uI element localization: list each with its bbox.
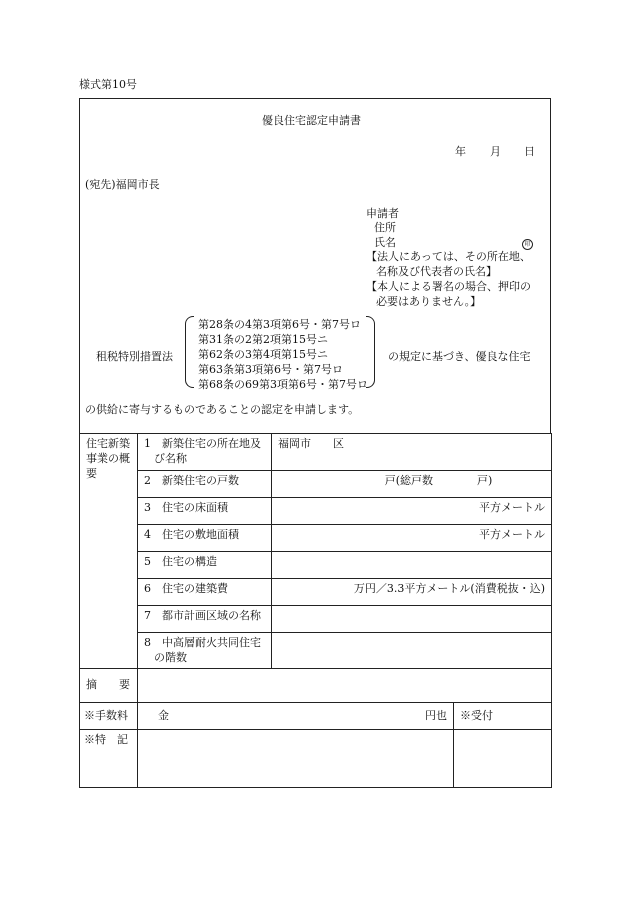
floor-area-value: 平方メートル <box>272 497 552 524</box>
fee-label: ※手数料 <box>80 703 138 730</box>
table-row <box>80 730 552 788</box>
table-row <box>80 434 552 471</box>
table-row <box>80 470 552 497</box>
law-article: 第28条の4第3項第6号・第7号ロ <box>198 318 361 331</box>
reception-value <box>454 730 552 788</box>
sign-note-2: 必要はありません。】 <box>376 295 482 308</box>
table-row <box>80 703 552 730</box>
seal-icon: 印 <box>522 239 533 250</box>
law-article: 第31条の2第2項第15号ニ <box>198 333 328 346</box>
row-label: 4 住宅の敷地面積 <box>138 524 272 551</box>
applicant-label: 申請者 <box>366 207 399 220</box>
sign-note-1: 【本人による署名の場合、押印の <box>366 280 531 293</box>
urban-area-value <box>272 605 552 632</box>
summary-value <box>138 669 552 703</box>
law-article: 第68条の69第3項第6号・第7号ロ <box>198 378 368 391</box>
fee-value: 金 円也 <box>138 703 454 730</box>
law-continuation: の供給に寄与するものであることの認定を申請します。 <box>85 403 360 416</box>
units-value: 戸(総戸数 戸) <box>272 470 552 497</box>
location-value: 福岡市 区 <box>272 434 552 471</box>
structure-value <box>272 551 552 578</box>
table-row <box>80 497 552 524</box>
row-label: 8 中高層耐火共同住宅 の階数 <box>138 632 272 669</box>
row-label: 5 住宅の構造 <box>138 551 272 578</box>
site-area-value: 平方メートル <box>272 524 552 551</box>
date-year: 年 <box>455 145 466 158</box>
law-article: 第62条の3第4項第15号ニ <box>198 348 328 361</box>
corp-note-2: 名称及び代表者の氏名】 <box>376 265 497 278</box>
row-label: 7 都市計画区域の名称 <box>138 605 272 632</box>
row-label: 1 新築住宅の所在地及 び名称 <box>138 434 272 471</box>
addressee: (宛先)福岡市長 <box>85 178 160 191</box>
table-row <box>80 524 552 551</box>
reception-label: ※受付 <box>454 703 552 730</box>
table-row <box>80 551 552 578</box>
table-row <box>80 605 552 632</box>
law-name: 租税特別措置法 <box>96 350 173 363</box>
row-label: 6 住宅の建築費 <box>138 578 272 605</box>
overview-header: 住宅新築 事業の概 要 <box>80 434 138 669</box>
table-row <box>80 632 552 669</box>
date-day: 日 <box>524 145 535 158</box>
application-table <box>79 433 552 788</box>
law-suffix: の規定に基づき、優良な住宅 <box>388 350 531 363</box>
row-label: 2 新築住宅の戸数 <box>138 470 272 497</box>
table-row <box>80 669 552 703</box>
cost-value: 万円／3.3平方メートル(消費税抜・込) <box>272 578 552 605</box>
summary-label: 摘 要 <box>80 669 138 703</box>
date-month: 月 <box>490 145 501 158</box>
left-brace <box>185 316 194 388</box>
applicant-address: 住所 <box>374 221 396 234</box>
floors-value <box>272 632 552 669</box>
remarks-label: ※特 記 <box>80 730 138 788</box>
corp-note-1: 【法人にあっては、その所在地、 <box>366 250 531 263</box>
form-title: 優良住宅認定申請書 <box>262 114 361 127</box>
applicant-name: 氏名 <box>374 236 396 249</box>
form-number: 様式第10号 <box>79 78 137 91</box>
remarks-value <box>138 730 454 788</box>
law-article: 第63条第3項第6号・第7号ロ <box>198 363 343 376</box>
table-row <box>80 578 552 605</box>
row-label: 3 住宅の床面積 <box>138 497 272 524</box>
